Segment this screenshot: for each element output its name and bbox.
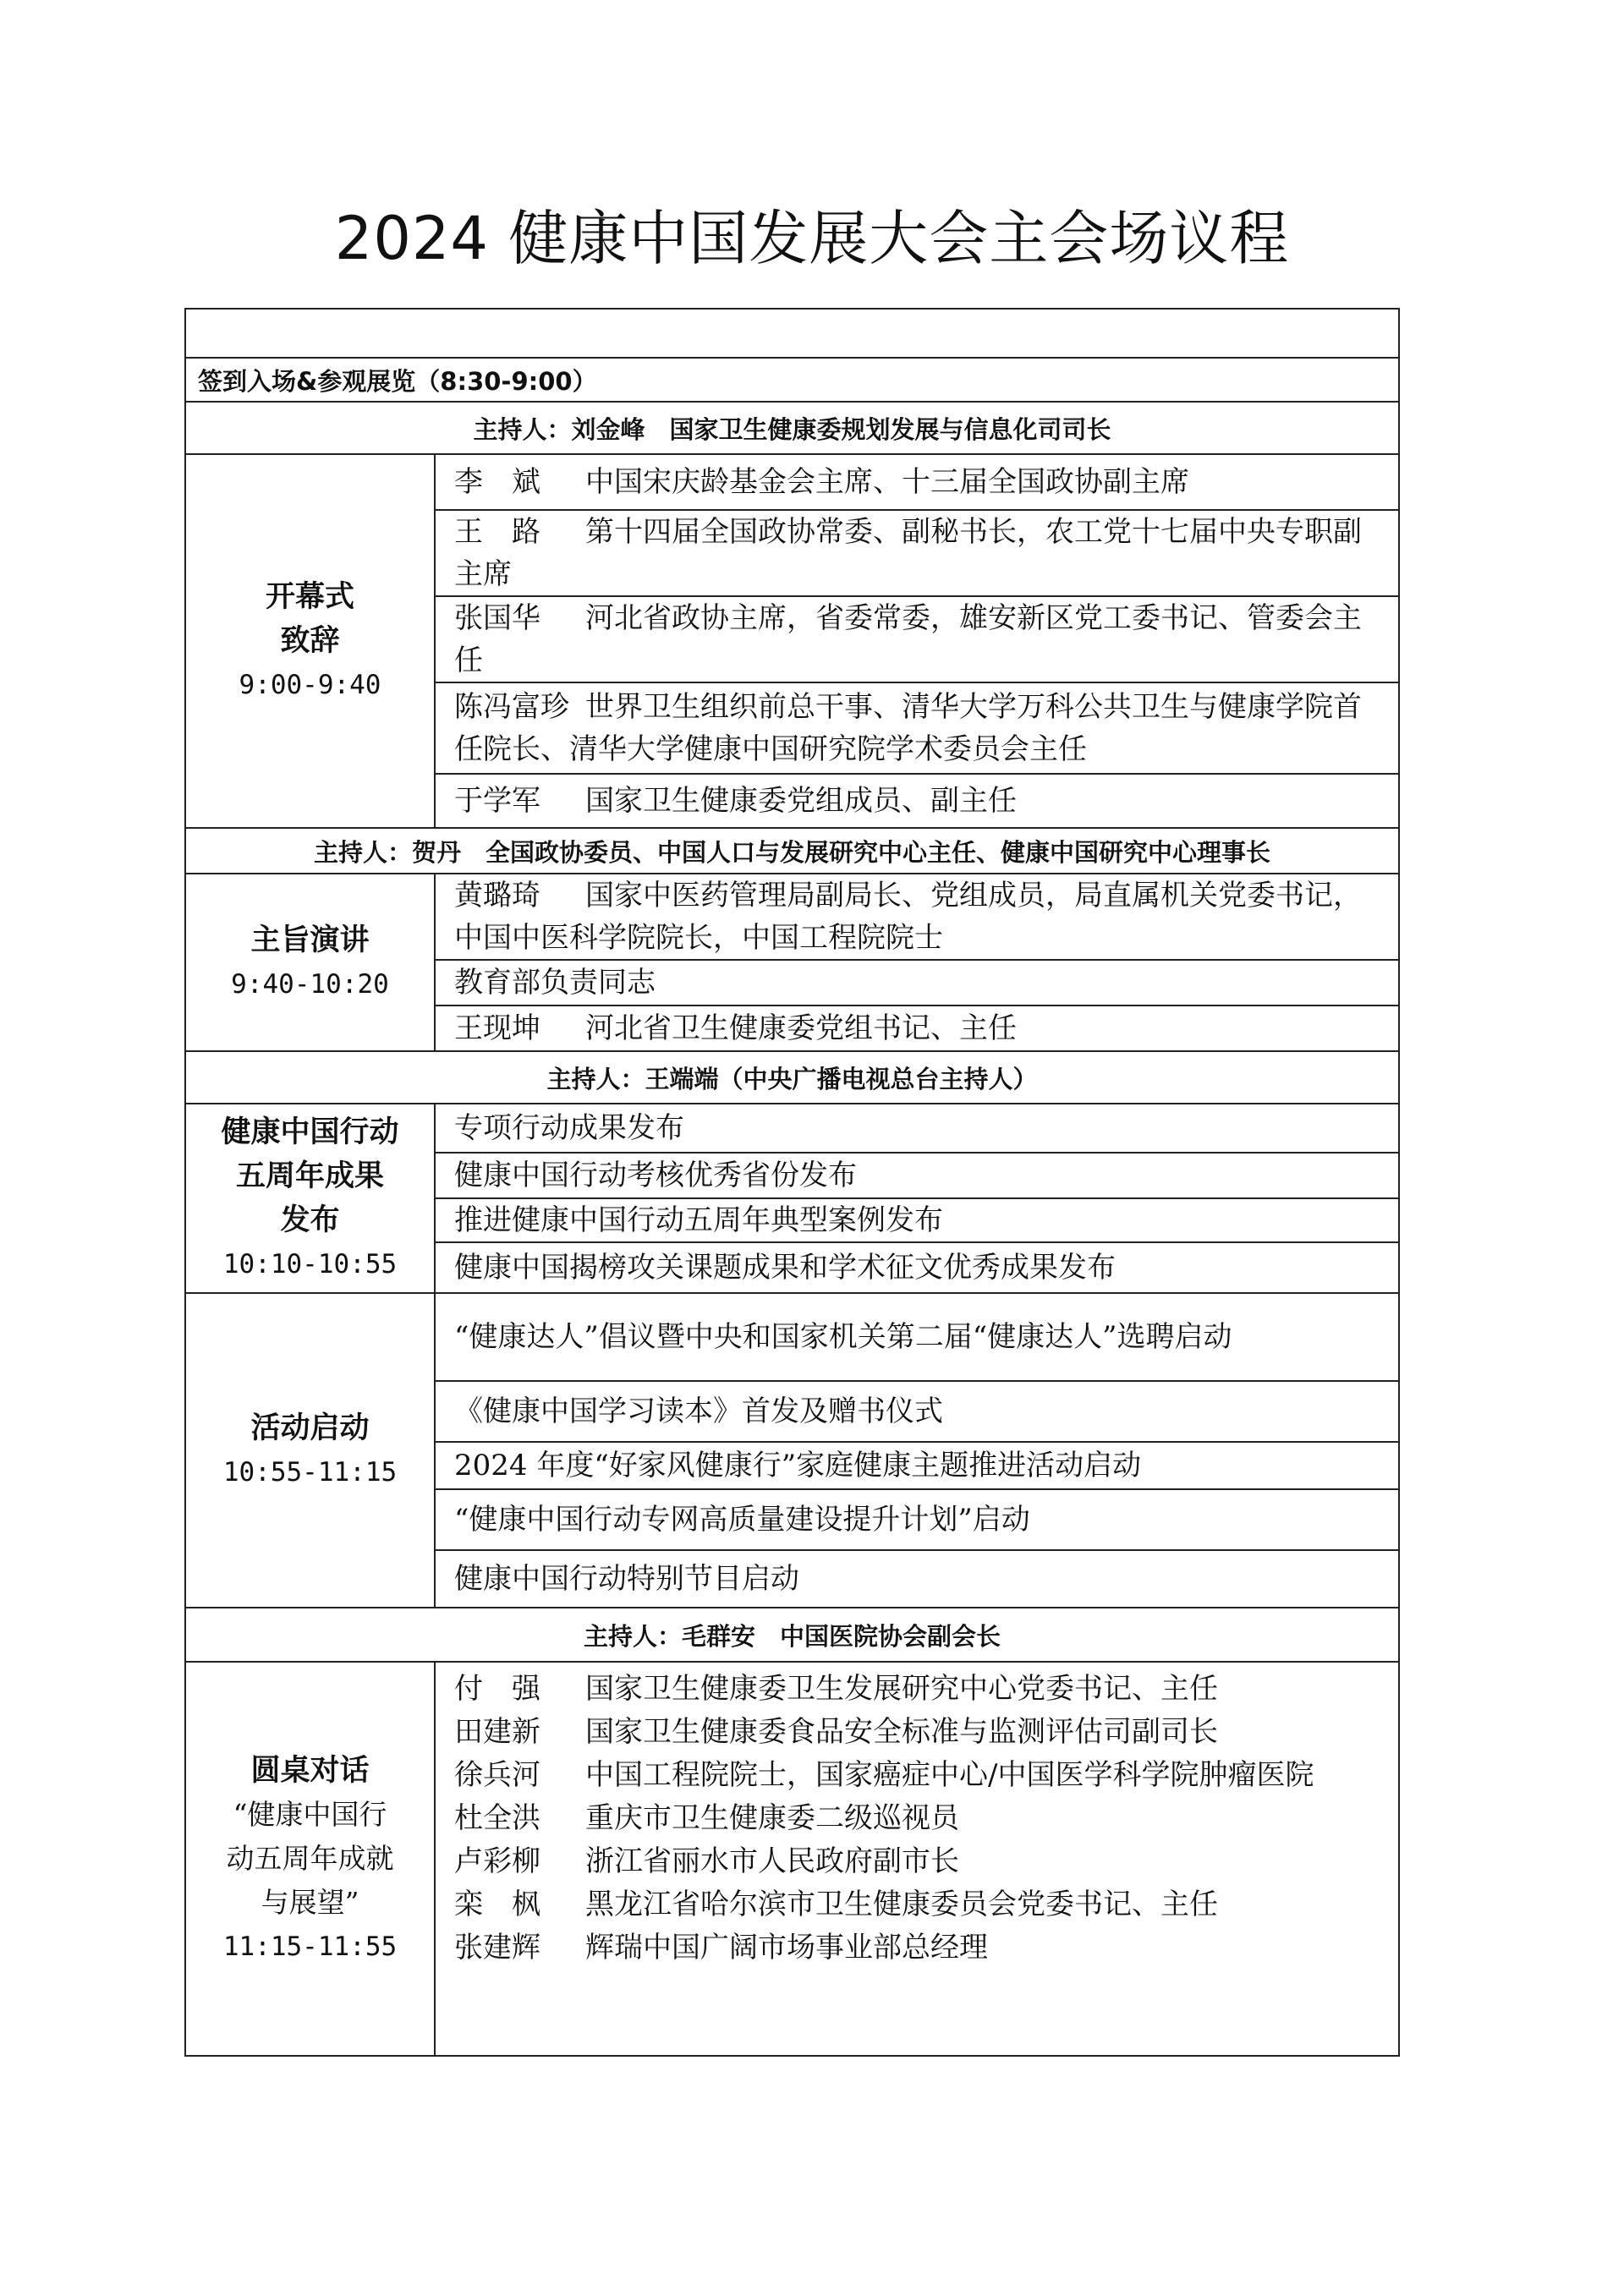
speaker-name: 付 强: [454, 1672, 540, 1706]
speaker-title: 第十四届全国政协常委、副秘书长，农工党十七届中央专职副主席: [454, 515, 1362, 591]
roundtable-sub-2: 动五周年成就: [226, 1842, 394, 1875]
host-2: 主持人：贺丹 全国政协委员、中国人口与发展研究中心主任、健康中国研究中心理事长: [185, 828, 1399, 874]
opening-item: [435, 682, 1399, 774]
speaker-title: 黑龙江省哈尔滨市卫生健康委员会党委书记、主任: [585, 1888, 1218, 1921]
speaker-name: 黄璐琦: [454, 879, 540, 912]
speaker-name: 张国华: [454, 601, 540, 635]
list-item: [454, 1797, 1388, 1840]
roundtable-time: 11:15-11:55: [222, 1932, 398, 1962]
empty-header-row: [185, 309, 1399, 358]
roundtable-sub-1: “健康中国行: [233, 1798, 387, 1831]
speaker-name: 于学军: [454, 784, 540, 818]
table-row: [185, 874, 1399, 960]
launch-item: “健康达人”倡议暨中央和国家机关第二届“健康达人”选聘启动: [435, 1293, 1399, 1381]
keynote-item: [435, 960, 1399, 1006]
speaker-title: 中国工程院院士，国家癌症中心/中国医学科学院肿瘤医院: [585, 1758, 1314, 1792]
launch-item: “健康中国行动专网高质量建设提升计划”启动: [435, 1489, 1399, 1550]
opening-section-label: [185, 454, 435, 828]
speaker-name: 李 斌: [454, 465, 540, 499]
list-item: [454, 1754, 1388, 1797]
keynote-item: [435, 1006, 1399, 1051]
list-item: [454, 1840, 1388, 1883]
opening-item: [435, 774, 1399, 828]
table-row: [185, 1104, 1399, 1153]
opening-item: [435, 596, 1399, 682]
host-1: 主持人：刘金峰 国家卫生健康委规划发展与信息化司司长: [185, 402, 1399, 454]
table-row: [185, 1662, 1399, 2056]
table-row: [185, 454, 1399, 510]
results-section-label: [185, 1104, 435, 1293]
speaker-title: 国家卫生健康委卫生发展研究中心党委书记、主任: [585, 1672, 1218, 1706]
speaker-name: 田建新: [454, 1715, 540, 1749]
speaker-title: 世界卫生组织前总干事、清华大学万科公共卫生与健康学院首任院长、清华大学健康中国研究院学术委员会主任: [454, 690, 1362, 766]
signin-row: [185, 358, 1399, 402]
launch-name: 活动启动: [250, 1411, 370, 1445]
speaker-title: 河北省政协主席，省委常委，雄安新区党工委书记、管委会主任: [454, 601, 1362, 677]
speaker-name: 徐兵河: [454, 1758, 540, 1792]
launch-item: 《健康中国学习读本》首发及赠书仪式: [435, 1381, 1399, 1442]
speaker-title: 辉瑞中国广阔市场事业部总经理: [585, 1931, 988, 1964]
list-item: [454, 1883, 1388, 1926]
opening-name-2: 致辞: [280, 624, 340, 658]
results-name-2: 五周年成果: [235, 1159, 384, 1193]
host-row: [185, 402, 1399, 454]
results-item: 健康中国行动考核优秀省份发布: [435, 1153, 1399, 1198]
opening-name: 开幕式: [265, 580, 354, 614]
speaker-name: 杜全洪: [454, 1801, 540, 1835]
host-row: [185, 828, 1399, 874]
launch-section-label: [185, 1293, 435, 1608]
results-item: 专项行动成果发布: [435, 1104, 1399, 1153]
results-time: 10:10-10:55: [222, 1249, 398, 1280]
opening-item: [435, 454, 1399, 510]
keynote-item: [435, 874, 1399, 960]
host-row: [185, 1051, 1399, 1104]
roundtable-name: 圆桌对话: [250, 1754, 370, 1788]
keynote-section-label: [185, 874, 435, 1051]
opening-time: 9:00-9:40: [239, 670, 381, 700]
roundtable-sub-3: 与展望”: [261, 1886, 359, 1919]
signin-text: 签到入场&参观展览（8:30-9:00）: [185, 358, 1399, 402]
launch-item: 健康中国行动特别节目启动: [435, 1550, 1399, 1608]
launch-time: 10:55-11:15: [222, 1457, 398, 1488]
table-row: [185, 1293, 1399, 1381]
keynote-name: 主旨演讲: [250, 923, 370, 957]
speaker-name: 卢彩柳: [454, 1844, 540, 1878]
speaker-title: 国家卫生健康委食品安全标准与监测评估司副司长: [585, 1715, 1218, 1749]
speaker-name: 栾 枫: [454, 1888, 540, 1921]
results-item: 健康中国揭榜攻关课题成果和学术征文优秀成果发布: [435, 1242, 1399, 1293]
speaker-title: 国家中医药管理局副局长、党组成员，局直属机关党委书记，中国中医科学院院长，中国工程院院士: [454, 879, 1362, 955]
list-item: [454, 1711, 1388, 1754]
speaker-title: 国家卫生健康委党组成员、副主任: [585, 784, 1017, 818]
speaker-name: 王 路: [454, 515, 540, 549]
results-item: 推进健康中国行动五周年典型案例发布: [435, 1198, 1399, 1242]
keynote-time: 9:40-10:20: [231, 969, 389, 1000]
host-row: [185, 1608, 1399, 1662]
results-name-3: 发布: [280, 1203, 340, 1237]
speaker-title: 教育部负责同志: [454, 966, 656, 1000]
speaker-name: 张建辉: [454, 1931, 540, 1964]
speaker-name: 王现坤: [454, 1011, 540, 1045]
results-name-1: 健康中国行动: [221, 1115, 399, 1149]
host-4: 主持人：毛群安 中国医院协会副会长: [185, 1608, 1399, 1662]
launch-item: 2024 年度“好家风健康行”家庭健康主题推进活动启动: [435, 1442, 1399, 1489]
speaker-title: 中国宋庆龄基金会主席、十三届全国政协副主席: [585, 465, 1189, 499]
roundtable-list: [435, 1662, 1399, 2056]
list-item: [454, 1668, 1388, 1711]
host-3: 主持人：王端端（中央广播电视总台主持人）: [185, 1051, 1399, 1104]
speaker-title: 重庆市卫生健康委二级巡视员: [585, 1801, 959, 1835]
list-item: [454, 1926, 1388, 1970]
page-title: 2024 健康中国发展大会主会场议程: [334, 204, 1290, 273]
agenda-table: [184, 308, 1400, 2057]
speaker-name: 陈冯富珍: [454, 690, 569, 724]
opening-item: [435, 510, 1399, 596]
speaker-title: 河北省卫生健康委党组书记、主任: [585, 1011, 1017, 1045]
speaker-title: 浙江省丽水市人民政府副市长: [585, 1844, 959, 1878]
roundtable-section-label: [185, 1662, 435, 2056]
